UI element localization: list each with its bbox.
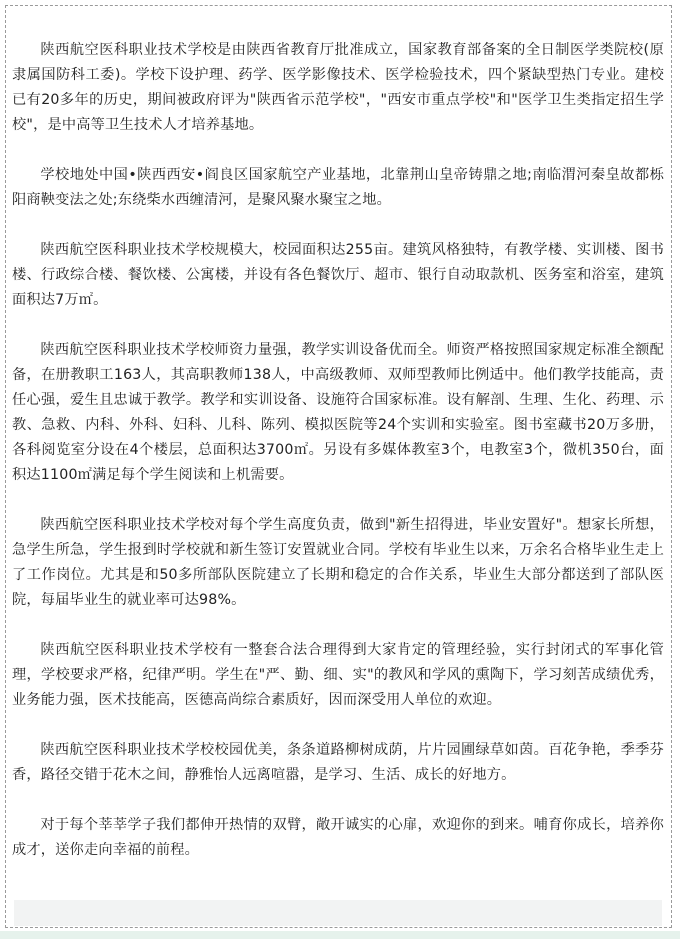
article-paragraph-welcome: 对于每个莘莘学子我们都伸开热情的双臂，敞开诚实的心扉，欢迎你的到来。哺育你成长，培养你成才，送你走向幸福的前程。	[12, 817, 664, 858]
article-body	[12, 38, 664, 888]
article-paragraph-employment: 陕西航空医科职业技术学校对每个学生高度负责，做到"新生招得进，毕业安置好"。想家长所想，急学生所急，学生报到时学校就和新生签订安置就业合同。学校有毕业生以来，万余名合格毕业生走上了工作岗位。尤其是和50多所部队医院建立了长期和稳定的合作关系，毕业生大部分都送到了部队医院，每届毕业生的就业率可达98%。	[12, 517, 664, 608]
footer-strip	[14, 900, 662, 926]
article-paragraph-intro: 陕西航空医科职业技术学校是由陕西省教育厅批准成立，国家教育部备案的全日制医学类院校(原隶属国防科工委)。学校下设护理、药学、医学影像技术、医学检验技术，四个紧缺型热门专业。建校已有20多年的历史，期间被政府评为"陕西省示范学校"，"西安市重点学校"和"医学卫生类指定招生学校"，是中高等卫生技术人才培养基地。	[12, 42, 664, 133]
article-paragraph-location: 学校地处中国•陕西西安•阎良区国家航空产业基地，北靠荆山皇帝铸鼎之地;南临渭河秦皇故都栎阳商鞅变法之处;东绕柴水西缠清河，是聚风聚水聚宝之地。	[12, 167, 664, 208]
article-paragraph-faculty: 陕西航空医科职业技术学校师资力量强，教学实训设备优而全。师资严格按照国家规定标准全额配备，在册教职工163人，其高职教师138人，中高级教师、双师型教师比例适中。他们教学技能高，责任心强，爱生且忠诚于教学。教学和实训设备、设施符合国家标准。设有解剖、生理、生化、药理、示教、急救、内科、外科、妇科、儿科、陈列、模拟医院等24个实训和实验室。图书室藏书20万多册，各科阅览室分设在4个楼层，总面积达3700㎡。另设有多媒体教室3个，电教室3个，微机350台，面积达1100㎡满足每个学生阅读和上机需要。	[12, 342, 664, 483]
bottom-bar	[0, 931, 680, 939]
article-paragraph-management: 陕西航空医科职业技术学校有一整套合法合理得到大家肯定的管理经验，实行封闭式的军事化管理，学校要求严格，纪律严明。学生在"严、勤、细、实"的教风和学风的熏陶下，学习刻苦成绩优秀，业务能力强，医术技能高，医德高尚综合素质好，因而深受用人单位的欢迎。	[12, 642, 664, 708]
article-paragraph-environment: 陕西航空医科职业技术学校校园优美，条条道路柳树成荫，片片园圃绿草如茵。百花争艳，季季芬香，路径交错于花木之间，静雅怡人远离喧嚣，是学习、生活、成长的好地方。	[12, 742, 664, 783]
article-paragraph-campus-scale: 陕西航空医科职业技术学校规模大，校园面积达255亩。建筑风格独特，有教学楼、实训楼、图书楼、行政综合楼、餐饮楼、公寓楼，并设有各色餐饮厅、超市、银行自动取款机、医务室和浴室，建筑面积达7万㎡。	[12, 242, 664, 308]
